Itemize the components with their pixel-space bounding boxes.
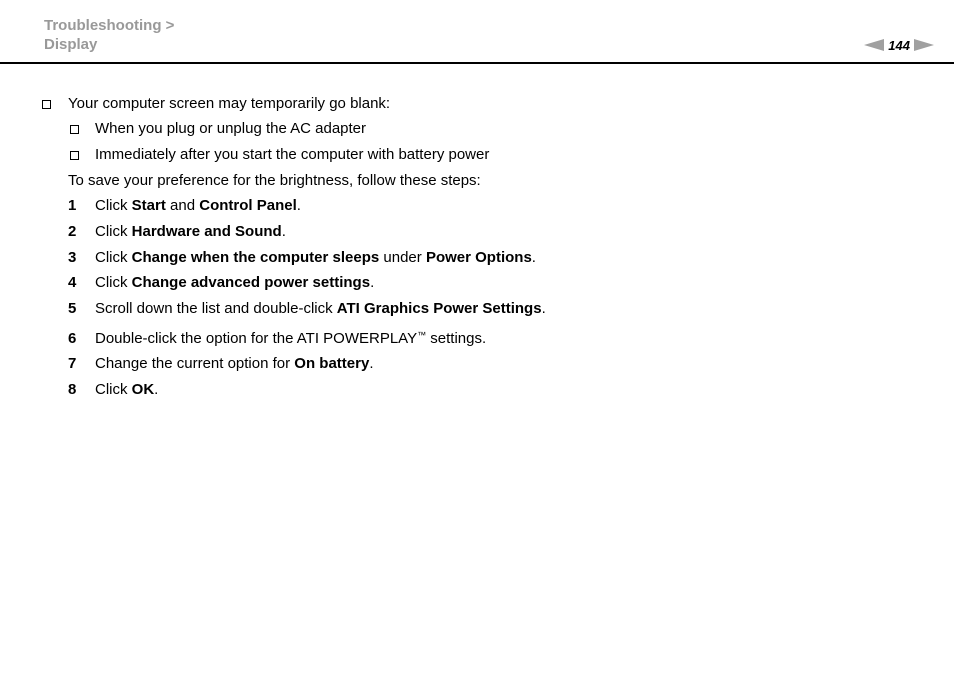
page-number: 144 — [888, 37, 910, 53]
step-number: 7 — [68, 355, 77, 372]
header-divider — [0, 62, 954, 64]
step-number: 1 — [68, 197, 77, 214]
checkbox-bullet-icon — [70, 125, 79, 134]
step-number: 8 — [68, 381, 77, 398]
bullet-text: Your computer screen may temporarily go blank: — [68, 95, 391, 112]
checkbox-bullet-icon — [42, 100, 51, 109]
sub-bullet-text: Immediately after you start the computer with battery power — [95, 146, 490, 163]
step-number: 6 — [68, 330, 77, 347]
sub-bullet-text: When you plug or unplug the AC adapter — [95, 120, 367, 137]
intro-text: To save your preference for the brightness, follow these steps: — [68, 172, 481, 189]
step-number: 2 — [68, 223, 77, 240]
step-number: 5 — [68, 300, 77, 317]
breadcrumb-page: Display — [44, 36, 98, 53]
step-number: 3 — [68, 249, 77, 266]
page-navigation — [864, 36, 934, 54]
next-page-arrow-icon[interactable] — [914, 39, 934, 51]
breadcrumb-section[interactable]: Troubleshooting > — [44, 17, 175, 34]
previous-page-arrow-icon[interactable] — [864, 39, 884, 51]
breadcrumb — [44, 16, 174, 54]
step-number: 4 — [68, 274, 77, 291]
checkbox-bullet-icon — [70, 151, 79, 160]
